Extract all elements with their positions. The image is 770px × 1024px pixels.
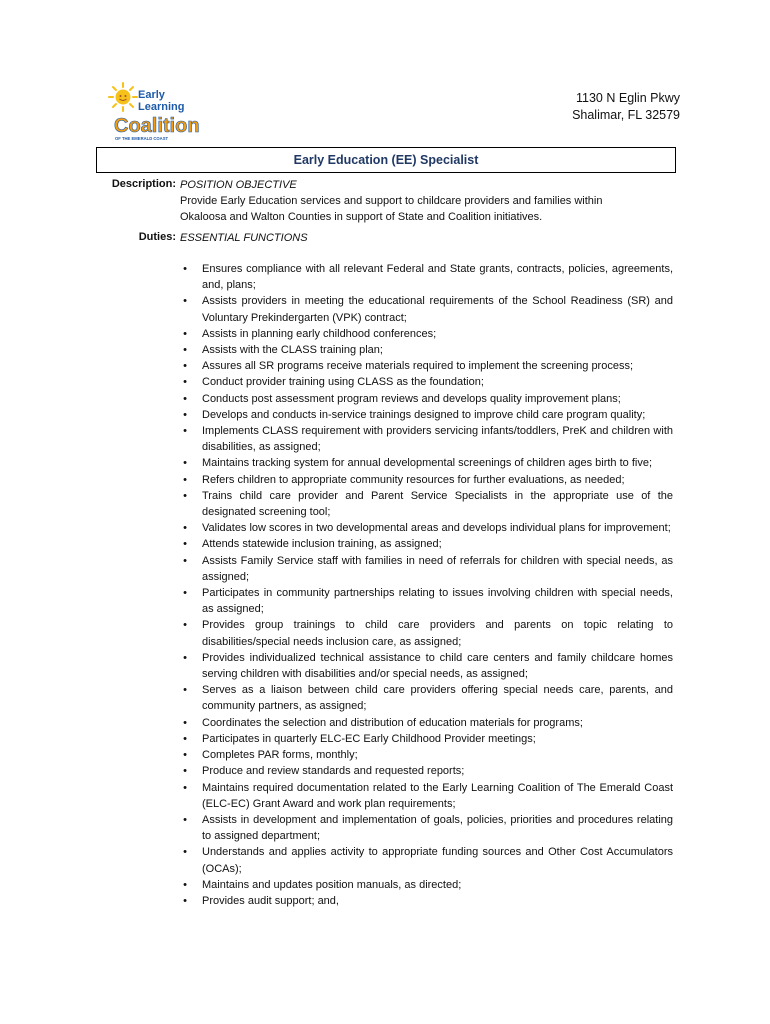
duty-item bbox=[180, 488, 673, 520]
bullet-icon: • bbox=[183, 878, 187, 891]
logo-line2: Learning bbox=[138, 101, 185, 113]
duty-item bbox=[180, 747, 673, 763]
bullet-icon: • bbox=[183, 749, 187, 762]
bullet-icon: • bbox=[183, 473, 187, 486]
duty-item bbox=[180, 617, 673, 649]
duty-item bbox=[180, 780, 673, 812]
duty-item bbox=[180, 326, 673, 342]
duty-item bbox=[180, 293, 673, 325]
duty-text: Validates low scores in two developmental areas and develops individual plans for improvement; bbox=[202, 522, 671, 535]
duty-text: Ensures compliance with all relevant Federal and State grants, contracts, policies, agreements, and, plans; bbox=[202, 263, 673, 292]
logo-line1: Early bbox=[138, 89, 165, 101]
duty-text: Assists in development and implementation of goals, policies, priorities and procedures relating to assigned department; bbox=[202, 813, 673, 843]
duty-item bbox=[180, 877, 673, 893]
duty-item bbox=[180, 423, 673, 455]
duty-text: Assists with the CLASS training plan; bbox=[202, 344, 383, 357]
duty-item bbox=[180, 536, 673, 552]
duty-item bbox=[180, 358, 673, 374]
page-title: Early Education (EE) Specialist bbox=[96, 147, 676, 173]
duty-text: Assists providers in meeting the educational requirements of the School Readiness (SR) and Voluntary Prekindergarten (VPK) contract; bbox=[202, 295, 673, 324]
duty-text: Provides audit support; and, bbox=[202, 894, 339, 907]
duty-item bbox=[180, 812, 673, 844]
duty-item bbox=[180, 731, 673, 747]
duty-text: Conducts post assessment program reviews and develops quality improvement plans; bbox=[202, 392, 621, 405]
duty-item bbox=[180, 715, 673, 731]
duty-item bbox=[180, 893, 673, 909]
duty-item bbox=[180, 585, 673, 617]
duties-list bbox=[180, 261, 673, 909]
duty-item bbox=[180, 407, 673, 423]
bullet-icon: • bbox=[183, 360, 187, 373]
address-line2: Shalimar, FL 32579 bbox=[572, 108, 680, 122]
duty-item bbox=[180, 391, 673, 407]
description-label: Description: bbox=[111, 178, 176, 190]
bullet-icon: • bbox=[183, 538, 187, 551]
duty-item bbox=[180, 342, 673, 358]
bullet-icon: • bbox=[183, 716, 187, 729]
sun-icon bbox=[109, 83, 137, 111]
duty-item bbox=[180, 844, 673, 876]
bullet-icon: • bbox=[183, 846, 187, 859]
duty-text: Coordinates the selection and distribution of education materials for programs; bbox=[202, 716, 583, 729]
duty-item bbox=[180, 455, 673, 471]
bullet-icon: • bbox=[183, 327, 187, 340]
address-block bbox=[572, 90, 680, 124]
duty-text: Provides individualized technical assistance to child care centers and family childcare homes serving children with disabilities and/or special needs, as assigned; bbox=[202, 651, 673, 681]
duty-text: Develops and conducts in-service trainings designed to improve child care program quality; bbox=[202, 408, 646, 421]
duties-label: Duties: bbox=[138, 231, 176, 243]
bullet-icon: • bbox=[183, 392, 187, 405]
duty-text: Trains child care provider and Parent Service Specialists in the appropriate use of the designated screening tool; bbox=[202, 489, 673, 519]
duty-text: Implements CLASS requirement with providers servicing infants/toddlers, PreK and children with disabilities, as assigned; bbox=[202, 425, 673, 454]
bullet-icon: • bbox=[183, 554, 187, 567]
bullet-icon: • bbox=[183, 457, 187, 470]
duty-item bbox=[180, 261, 673, 293]
bullet-icon: • bbox=[183, 732, 187, 745]
bullet-icon: • bbox=[183, 425, 187, 438]
bullet-icon: • bbox=[183, 408, 187, 421]
bullet-icon: • bbox=[183, 295, 187, 308]
bullet-icon: • bbox=[183, 522, 187, 535]
bullet-icon: • bbox=[183, 263, 187, 275]
description-text-line2: Okaloosa and Walton Counties in support of State and Coalition initiatives. bbox=[180, 211, 543, 223]
duty-text: Refers children to appropriate community resources for further evaluations, as needed; bbox=[202, 473, 625, 486]
bullet-icon: • bbox=[183, 619, 187, 632]
description-heading: POSITION OBJECTIVE bbox=[180, 179, 297, 191]
bullet-icon: • bbox=[183, 781, 187, 794]
duty-text: Understands and applies activity to appropriate funding sources and Other Cost Accumulators (OCAs); bbox=[202, 846, 673, 875]
duty-text: Serves as a liaison between child care providers offering special needs care, parents, and community partners, as assigned; bbox=[202, 684, 673, 713]
duty-item bbox=[180, 374, 673, 390]
duty-text: Assists in planning early childhood conferences; bbox=[202, 327, 437, 340]
description-content bbox=[180, 177, 603, 225]
duty-text: Assures all SR programs receive materials required to implement the screening process; bbox=[202, 360, 634, 373]
duty-text: Provides group trainings to child care providers and parents on topic relating to disabilities/special needs inclusion care, as assigned; bbox=[202, 619, 673, 648]
bullet-icon: • bbox=[183, 376, 187, 389]
duty-item bbox=[180, 763, 673, 779]
logo-line3: Coalition bbox=[114, 115, 200, 137]
duty-text: Conduct provider training using CLASS as the foundation; bbox=[202, 376, 484, 389]
duty-text: Participates in quarterly ELC-EC Early Childhood Provider meetings; bbox=[202, 732, 536, 745]
duty-text: Assists Family Service staff with families in need of referrals for children with special needs, as assigned; bbox=[202, 554, 673, 583]
description-text-line1: Provide Early Education services and support to childcare providers and families within bbox=[180, 195, 603, 207]
duty-text: Maintains tracking system for annual developmental screenings of children ages birth to five; bbox=[202, 457, 653, 470]
duty-item bbox=[180, 553, 673, 585]
duty-item bbox=[180, 472, 673, 488]
duty-text: Maintains and updates position manuals, as directed; bbox=[202, 878, 462, 891]
bullet-icon: • bbox=[183, 651, 187, 664]
bullet-icon: • bbox=[183, 684, 187, 697]
duty-text: Completes PAR forms, monthly; bbox=[202, 749, 358, 762]
bullet-icon: • bbox=[183, 489, 187, 502]
bullet-icon: • bbox=[183, 894, 187, 907]
logo-line4: OF THE EMERALD COAST bbox=[115, 136, 169, 141]
duty-text: Participates in community partnerships relating to issues involving children with special needs, as assigned; bbox=[202, 587, 673, 616]
bullet-icon: • bbox=[183, 813, 187, 826]
early-learning-coalition-logo bbox=[104, 80, 204, 144]
duty-text: Maintains required documentation related to the Early Learning Coalition of The Emerald Coast (ELC-EC) Grant Award and work plan requirements; bbox=[202, 781, 673, 810]
duty-item bbox=[180, 650, 673, 682]
bullet-icon: • bbox=[183, 587, 187, 600]
address-line1: 1130 N Eglin Pkwy bbox=[576, 91, 680, 105]
duty-item bbox=[180, 682, 673, 714]
bullet-icon: • bbox=[183, 765, 187, 778]
duty-item bbox=[180, 520, 673, 536]
bullet-icon: • bbox=[183, 344, 187, 357]
duties-heading: ESSENTIAL FUNCTIONS bbox=[180, 232, 308, 244]
duty-text: Attends statewide inclusion training, as assigned; bbox=[202, 538, 442, 551]
duty-text: Produce and review standards and requested reports; bbox=[202, 765, 465, 778]
